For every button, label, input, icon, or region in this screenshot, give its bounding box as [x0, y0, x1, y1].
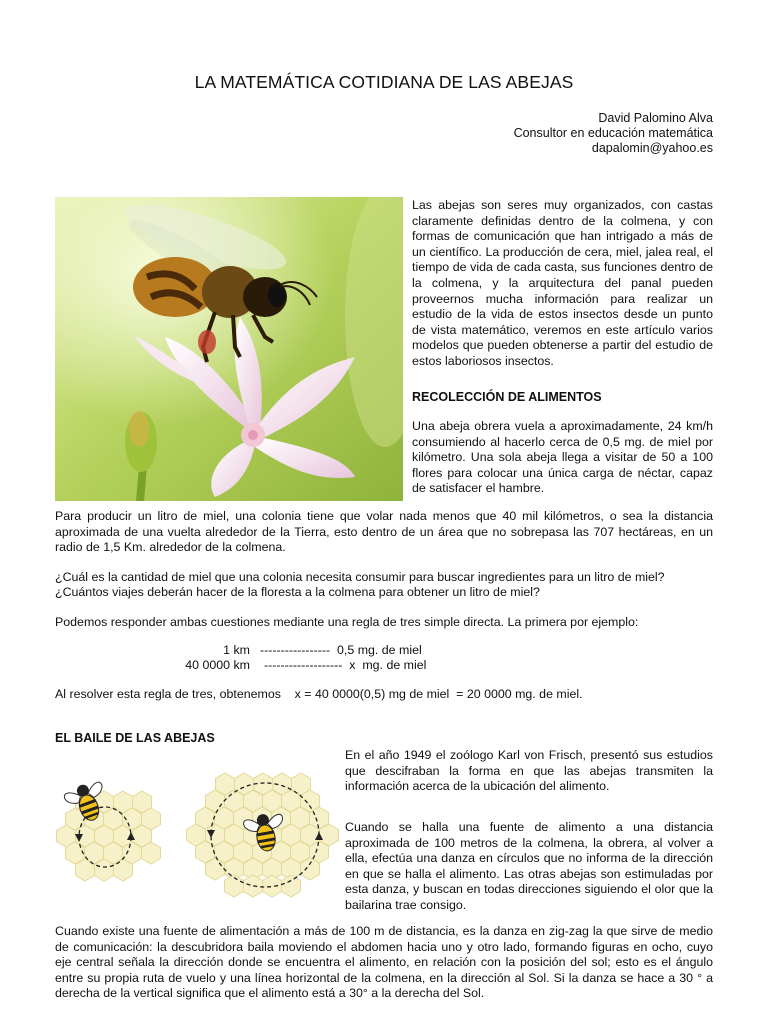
recoleccion-paragraph-1: Una abeja obrera vuela a aproximadamente, 24 km/h consumiendo al hacerlo cerca de 0,5 mg. de miel por kilómetro. Una sola abeja llega a visitar de 50 a 100 flores para colocar una única carga de néctar, capaz de satisfacer el hambre. [412, 419, 713, 496]
regla-result: Al resolver esta regla de tres, obtenemos x = 40 0000(0,5) mg de miel = 20 0000 mg. de miel. [55, 687, 583, 701]
rule-row1-right: ----------------- 0,5 mg. de miel [260, 643, 422, 657]
regla-intro: Podemos responder ambas cuestiones mediante una regla de tres simple directa. La primera por ejemplo: [55, 615, 639, 629]
author-email[interactable]: dapalomin@yahoo.es [591, 141, 713, 155]
bee-flower-photo [55, 197, 403, 501]
question-1: ¿Cuál es la cantidad de miel que una colonia necesita consumir para buscar ingredientes para un litro de miel? [55, 570, 665, 584]
rule-row1-left: 1 km [223, 643, 250, 657]
section-heading-recoleccion: RECOLECCIÓN DE ALIMENTOS [412, 390, 602, 404]
rule-row2-left: 40 0000 km [185, 658, 250, 672]
author-role: Consultor en educación matemática [513, 126, 713, 140]
question-2: ¿Cuántos viajes deberán hacer de la floresta a la colmena para obtener un litro de miel? [55, 585, 540, 599]
recoleccion-paragraph-2: Para producir un litro de miel, una colonia tiene que volar nada menos que 40 mil kilómetros, o sea la distancia aproximada de una vuelta alrededor de la Tierra, esto dentro de un área que no sobrepasa las 707 hectáreas, en un radio de 1,5 Km. alrededor de la colmena. [55, 509, 713, 555]
page-title: LA MATEMÁTICA COTIDIANA DE LAS ABEJAS [194, 72, 574, 92]
baile-paragraph-2: Cuando se halla una fuente de alimento a una distancia aproximada de 100 metros de la colmena, la obrera, al volver a ella, efectúa una danza en círculos que no informa de la dirección en que se halla el alimento. Las otras abejas son estimuladas por esta danza, y buscan en todas direcciones siguiendo el olor que la bailarina trae consigo. [345, 820, 713, 912]
author-name: David Palomino Alva [598, 111, 713, 125]
honeycomb-left [57, 778, 161, 881]
section-heading-baile: EL BAILE DE LAS ABEJAS [55, 731, 215, 745]
intro-paragraph: Las abejas son seres muy organizados, con castas claramente definidas dentro de la colmena, y con formas de comunicación que han intrigado a más de un científico. La producción de cera, miel, jalea real, el tiempo de vida de cada casta, sus funciones dentro de la colmena, y la arquitectura del panal pueden proveernos mucha información para realizar un estudio de la vida de estos insectos desde un punto de vista matemático, veremos en este artículo varios modelos que pueden obtenerse a partir del estudio de estos laboriosos insectos. [412, 198, 713, 368]
baile-paragraph-1: En el año 1949 el zoólogo Karl von Frisch, presentó sus estudios que descifraban la forma en que las abejas transmiten la información acerca de la ubicación del alimento. [345, 748, 713, 794]
bee-dance-diagram [55, 762, 340, 902]
rule-row2-right: ------------------- x mg. de miel [264, 658, 427, 672]
baile-paragraph-3: Cuando existe una fuente de alimentación a más de 100 m de distancia, es la danza en zig-zag la que sirve de medio de comunicación: la descubridora baila moviendo el abdomen hacia uno y otro lado, formando figuras en ocho, cuyo eje central señala la dirección donde se encuentra el alimento, en relación con la posición del sol; esto es el ángulo entre su propia ruta de vuelo y una línea horizontal de la colmena, en la dirección al Sol. Si la danza se hace a 30 ° a derecha de la vertical significa que el alimento está a 30° a la derecha del Sol. [55, 924, 713, 1001]
honeycomb-right [187, 773, 339, 897]
